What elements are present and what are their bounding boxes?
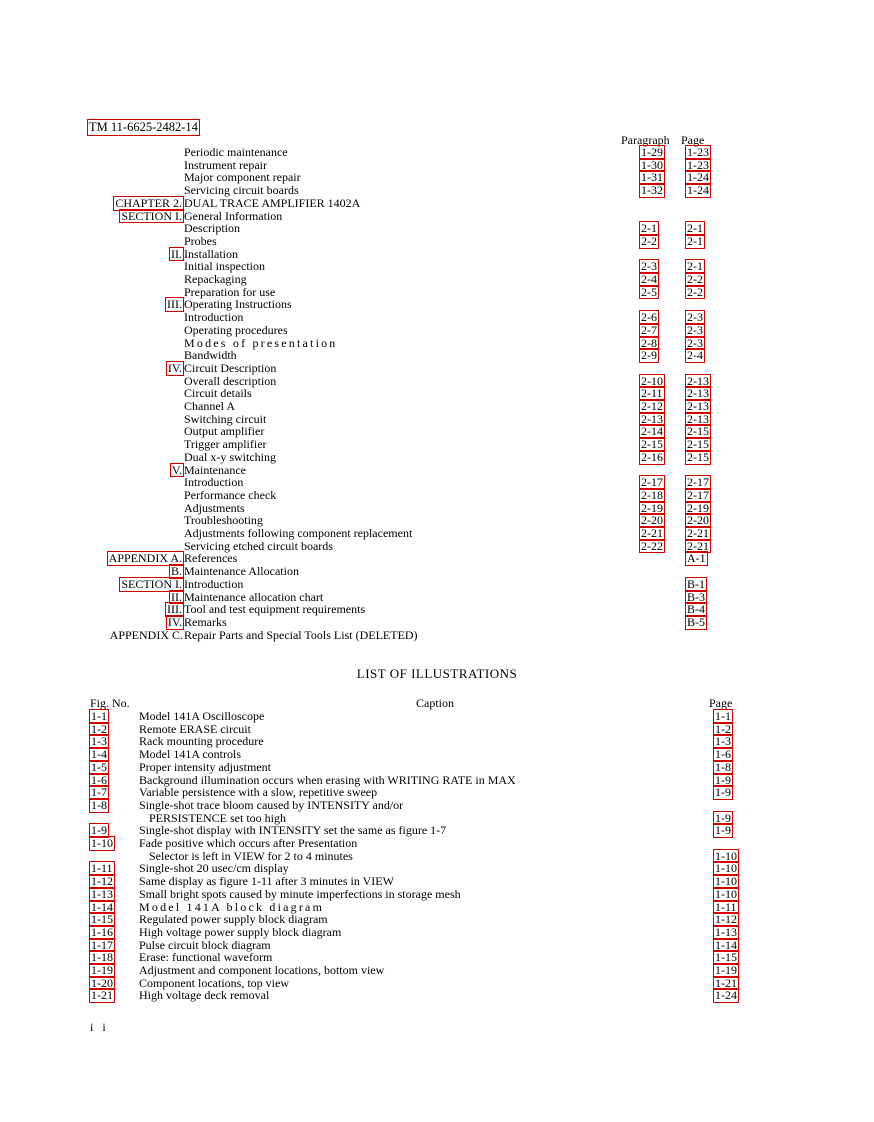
figure-number: 1-13 <box>91 886 113 901</box>
figure-caption: Background illumination occurs when erasing with WRITING RATE in MAX <box>139 772 516 787</box>
figure-caption: Proper intensity adjustment <box>139 759 271 774</box>
toc-row <box>0 362 874 375</box>
figure-page-number: 1-1 <box>715 709 731 723</box>
toc-row <box>0 298 874 311</box>
illustration-row <box>0 951 874 964</box>
illustration-row <box>0 989 874 1002</box>
toc-row <box>0 235 874 248</box>
toc-row <box>0 159 874 172</box>
toc-title: Output amplifier <box>184 424 265 439</box>
toc-paragraph-number: 1-30 <box>641 157 663 172</box>
toc-row <box>0 489 874 502</box>
toc-title: Installation <box>184 246 238 261</box>
toc-row <box>0 514 874 527</box>
toc-page-number: B-4 <box>687 602 705 617</box>
illustration-row <box>0 824 874 837</box>
illustration-row <box>0 926 874 939</box>
figure-page-number: 1-9 <box>715 823 731 838</box>
toc-title: Bandwidth <box>184 348 237 363</box>
toc-row <box>0 629 874 642</box>
toc-label: SECTION I. <box>121 208 182 223</box>
illustration-row <box>0 888 874 901</box>
toc-page-number: 2-13 <box>687 399 709 413</box>
toc-label: APPENDIX A. <box>108 551 182 566</box>
illustration-row <box>0 862 874 875</box>
figure-page-number: 1-19 <box>715 963 737 977</box>
toc-page-number: B-3 <box>687 589 705 604</box>
toc-title: Introduction <box>184 475 244 490</box>
toc-row <box>0 197 874 210</box>
figure-caption: Small bright spots caused by minute imperfections in storage mesh <box>139 886 461 901</box>
toc-title: Switching circuit <box>184 411 267 426</box>
toc-row <box>0 222 874 235</box>
toc-page-number: B-1 <box>687 576 705 591</box>
toc-page-number: 2-19 <box>687 500 709 515</box>
toc-paragraph-number: 2-8 <box>641 335 657 350</box>
figure-caption-continued: PERSISTENCE set too high <box>149 810 287 825</box>
toc-row <box>0 502 874 515</box>
illustration-row <box>0 723 874 736</box>
figure-number: 1-10 <box>91 836 113 850</box>
illustration-row <box>0 964 874 977</box>
toc-title: Maintenance <box>184 462 246 477</box>
figure-page-number: 1-6 <box>715 747 731 762</box>
toc-page-number: 2-1 <box>687 259 703 274</box>
toc-page-number: 2-21 <box>687 538 709 553</box>
toc-title: Servicing etched circuit boards <box>184 538 333 553</box>
toc-title: Modes of presentation <box>184 335 338 350</box>
toc-label: SECTION I. <box>121 576 182 591</box>
toc-page-number: 1-23 <box>687 145 709 159</box>
figure-caption: Single-shot 20 usec/cm display <box>139 861 289 876</box>
toc-title: Servicing circuit boards <box>184 183 299 198</box>
toc-page-number: 1-24 <box>687 170 709 185</box>
column-heading-caption: Caption <box>416 696 454 710</box>
toc-page-number: 2-3 <box>687 310 703 325</box>
illustration-row <box>0 913 874 926</box>
toc-label: CHAPTER 2. <box>115 195 182 210</box>
toc-page-number: 1-23 <box>687 157 709 172</box>
toc-title: Overall description <box>184 373 277 388</box>
figure-number: 1-16 <box>91 924 113 939</box>
toc-row <box>0 425 874 438</box>
figure-page-number: 1-2 <box>715 721 731 736</box>
toc-row <box>0 616 874 629</box>
toc-title: Operating Instructions <box>184 297 292 312</box>
toc-row <box>0 451 874 464</box>
toc-paragraph-number: 1-29 <box>641 145 663 159</box>
toc-title: Repair Parts and Special Tools List (DELETED) <box>184 627 418 642</box>
column-heading-lot-page: Page <box>709 696 733 710</box>
toc-row <box>0 603 874 616</box>
toc-label: B. <box>170 564 182 579</box>
toc-page-number: 2-15 <box>687 449 709 464</box>
toc-page-number: A-1 <box>687 551 706 566</box>
toc-label: IV. <box>167 614 182 629</box>
toc-paragraph-number: 2-3 <box>641 259 657 274</box>
toc-title: Instrument repair <box>184 157 267 172</box>
toc-page-number: B-5 <box>687 614 705 629</box>
toc-row <box>0 210 874 223</box>
toc-page-number: 2-15 <box>687 424 709 439</box>
toc-page-number: 2-2 <box>687 284 703 299</box>
page-number: i i <box>90 1020 109 1034</box>
figure-caption: Adjustment and component locations, bottom view <box>139 963 385 977</box>
toc-title: Description <box>184 221 240 236</box>
figure-page-number: 1-3 <box>715 734 731 749</box>
figure-number: 1-17 <box>91 937 113 952</box>
figure-page-number: 1-9 <box>715 810 731 825</box>
figure-caption: Model 141A controls <box>139 747 241 762</box>
figure-page-number: 1-10 <box>715 848 737 863</box>
illustration-row <box>0 901 874 914</box>
toc-row <box>0 565 874 578</box>
toc-paragraph-number: 2-6 <box>641 310 657 325</box>
toc-paragraph-number: 2-21 <box>641 526 663 540</box>
toc-title: Preparation for use <box>184 284 276 299</box>
toc-title: Major component repair <box>184 170 301 185</box>
illustration-row <box>0 939 874 952</box>
figure-number: 1-21 <box>91 988 113 1003</box>
toc-title: Maintenance allocation chart <box>184 589 324 604</box>
figure-number: 1-11 <box>91 861 113 876</box>
toc-row <box>0 184 874 197</box>
toc-row <box>0 578 874 591</box>
toc-label: III. <box>167 297 182 312</box>
toc-title: Circuit Description <box>184 360 277 375</box>
toc-paragraph-number: 2-12 <box>641 399 663 413</box>
figure-number: 1-14 <box>91 899 113 914</box>
figure-number: 1-5 <box>91 759 107 774</box>
toc-page-number: 2-21 <box>687 526 709 540</box>
toc-row <box>0 413 874 426</box>
toc-label: IV. <box>167 360 182 375</box>
toc-title: Dual x-y switching <box>184 449 276 464</box>
toc-paragraph-number: 2-20 <box>641 513 663 528</box>
toc-page-number: 2-13 <box>687 373 709 388</box>
toc-title: Operating procedures <box>184 322 288 337</box>
toc-paragraph-number: 2-14 <box>641 424 663 439</box>
column-heading-fig-no: Fig. No. <box>90 696 130 710</box>
figure-number: 1-8 <box>91 797 107 812</box>
figure-page-number: 1-10 <box>715 886 737 901</box>
column-heading-paragraph: Paragraph <box>621 133 670 147</box>
toc-title: General Information <box>184 208 283 223</box>
toc-page-number: 2-3 <box>687 335 703 350</box>
toc-row <box>0 260 874 273</box>
toc-title: Periodic maintenance <box>184 145 288 159</box>
toc-paragraph-number: 2-19 <box>641 500 663 515</box>
toc-title: DUAL TRACE AMPLIFIER 1402A <box>184 195 361 210</box>
figure-caption: Model 141A block diagram <box>139 899 325 914</box>
figure-number: 1-9 <box>91 823 107 838</box>
toc-row <box>0 464 874 477</box>
figure-number: 1-7 <box>91 785 107 800</box>
figure-number: 1-18 <box>91 950 113 965</box>
toc-paragraph-number: 2-5 <box>641 284 657 299</box>
figure-caption: Fade positive which occurs after Presentation <box>139 836 358 850</box>
toc-title: Repackaging <box>184 272 247 286</box>
figure-caption: High voltage power supply block diagram <box>139 924 342 939</box>
toc-row <box>0 400 874 413</box>
toc-row <box>0 591 874 604</box>
illustration-row <box>0 875 874 888</box>
illustration-row <box>0 836 874 863</box>
toc-paragraph-number: 2-15 <box>641 437 663 452</box>
toc-page-number: 2-3 <box>687 322 703 337</box>
figure-page-number: 1-14 <box>715 937 737 952</box>
list-of-illustrations-title: LIST OF ILLUSTRATIONS <box>356 666 518 681</box>
illustration-row <box>0 786 874 799</box>
toc-page-number: 2-2 <box>687 272 703 286</box>
toc-row <box>0 273 874 286</box>
toc-page-number: 2-15 <box>687 437 709 452</box>
toc-page-number: 2-4 <box>687 348 703 363</box>
figure-number: 1-20 <box>91 975 113 990</box>
toc-row <box>0 146 874 159</box>
figure-number: 1-3 <box>91 734 107 749</box>
toc-row <box>0 438 874 451</box>
figure-caption: Single-shot display with INTENSITY set the same as figure 1-7 <box>139 823 447 838</box>
figure-page-number: 1-24 <box>715 988 737 1003</box>
toc-title: Adjustments <box>184 500 245 515</box>
figure-number: 1-6 <box>91 772 107 787</box>
toc-title: Troubleshooting <box>184 513 263 528</box>
illustration-row <box>0 748 874 761</box>
toc-paragraph-number: 2-18 <box>641 487 663 502</box>
figure-page-number: 1-9 <box>715 785 731 800</box>
toc-page-number: 1-24 <box>687 183 709 198</box>
toc-title: Channel A <box>184 399 235 413</box>
toc-paragraph-number: 1-32 <box>641 183 663 198</box>
figure-page-number: 1-15 <box>715 950 737 965</box>
illustration-row <box>0 797 874 825</box>
figure-number: 1-12 <box>91 874 113 889</box>
toc-paragraph-number: 2-16 <box>641 449 663 464</box>
toc-paragraph-number: 2-9 <box>641 348 657 363</box>
toc-row <box>0 527 874 540</box>
toc-title: Initial inspection <box>184 259 265 274</box>
toc-title: Circuit details <box>184 386 252 401</box>
figure-caption: Erase: functional waveform <box>139 950 273 965</box>
toc-paragraph-number: 1-31 <box>641 170 663 185</box>
toc-row <box>0 248 874 261</box>
figure-caption: Same display as figure 1-11 after 3 minutes in VIEW <box>139 874 394 889</box>
toc-row <box>0 311 874 324</box>
toc-title: Probes <box>184 233 217 248</box>
toc-paragraph-number: 2-13 <box>641 411 663 426</box>
figure-caption-continued: Selector is left in VIEW for 2 to 4 minutes <box>149 848 353 863</box>
toc-label: II. <box>171 246 182 261</box>
toc-page-number: 2-17 <box>687 475 709 490</box>
figure-caption: Variable persistence with a slow, repetitive sweep <box>139 785 378 800</box>
figure-page-number: 1-10 <box>715 874 737 889</box>
figure-caption: Remote ERASE circuit <box>139 721 251 736</box>
toc-paragraph-number: 2-22 <box>641 538 663 553</box>
illustration-row <box>0 774 874 787</box>
figure-caption: Single-shot trace bloom caused by INTENSITY and/or <box>139 797 404 812</box>
toc-title: Adjustments following component replacement <box>184 526 413 540</box>
toc-page-number: 2-1 <box>687 233 703 248</box>
figure-caption: Component locations, top view <box>139 975 289 990</box>
toc-title: Introduction <box>184 576 244 591</box>
figure-page-number: 1-8 <box>715 759 731 774</box>
toc-paragraph-number: 2-1 <box>641 221 657 236</box>
figure-caption: Regulated power supply block diagram <box>139 912 328 927</box>
toc-label: APPENDIX C. <box>109 627 183 642</box>
toc-title: Introduction <box>184 310 244 325</box>
toc-row <box>0 375 874 388</box>
figure-number: 1-1 <box>91 709 107 723</box>
figure-page-number: 1-10 <box>715 861 737 876</box>
toc-title: Maintenance Allocation <box>184 564 299 579</box>
figure-caption: Rack mounting procedure <box>139 734 264 749</box>
toc-row <box>0 552 874 565</box>
toc-label: V. <box>171 462 182 477</box>
toc-label: II. <box>171 589 182 604</box>
figure-caption: High voltage deck removal <box>139 988 270 1003</box>
figure-page-number: 1-21 <box>715 975 737 990</box>
toc-title: References <box>184 551 238 566</box>
figure-caption: Pulse circuit block diagram <box>139 937 271 952</box>
toc-page-number: 2-1 <box>687 221 703 236</box>
toc-title: Tool and test equipment requirements <box>184 602 366 617</box>
toc-page-number: 2-13 <box>687 386 709 401</box>
illustration-row <box>0 761 874 774</box>
toc-paragraph-number: 2-17 <box>641 475 663 490</box>
toc-paragraph-number: 2-4 <box>641 272 657 286</box>
figure-page-number: 1-9 <box>715 772 731 787</box>
toc-page-number: 2-20 <box>687 513 709 528</box>
figure-caption: Model 141A Oscilloscope <box>139 709 265 723</box>
toc-page-number: 2-13 <box>687 411 709 426</box>
toc-row <box>0 337 874 350</box>
toc-row <box>0 387 874 400</box>
figure-page-number: 1-11 <box>715 899 737 914</box>
toc-row <box>0 286 874 299</box>
toc-label: III. <box>167 602 182 617</box>
toc-row <box>0 324 874 337</box>
illustration-row <box>0 977 874 990</box>
toc-row <box>0 171 874 184</box>
toc-page-number: 2-17 <box>687 487 709 502</box>
figure-page-number: 1-12 <box>715 912 737 927</box>
figure-page-number: 1-13 <box>715 924 737 939</box>
toc-paragraph-number: 2-7 <box>641 322 657 337</box>
toc-paragraph-number: 2-2 <box>641 233 657 248</box>
figure-number: 1-19 <box>91 963 113 977</box>
toc-row <box>0 476 874 489</box>
toc-title: Trigger amplifier <box>184 437 267 452</box>
toc-paragraph-number: 2-11 <box>641 386 663 401</box>
document-id: TM 11-6625-2482-14 <box>89 120 198 134</box>
toc-paragraph-number: 2-10 <box>641 373 663 388</box>
illustration-row <box>0 735 874 748</box>
column-heading-page: Page <box>681 133 705 147</box>
figure-number: 1-15 <box>91 912 113 927</box>
toc-title: Remarks <box>184 614 227 629</box>
figure-number: 1-2 <box>91 721 107 736</box>
toc-title: Performance check <box>184 487 277 502</box>
illustration-row <box>0 710 874 723</box>
toc-row <box>0 349 874 362</box>
figure-number: 1-4 <box>91 747 107 762</box>
